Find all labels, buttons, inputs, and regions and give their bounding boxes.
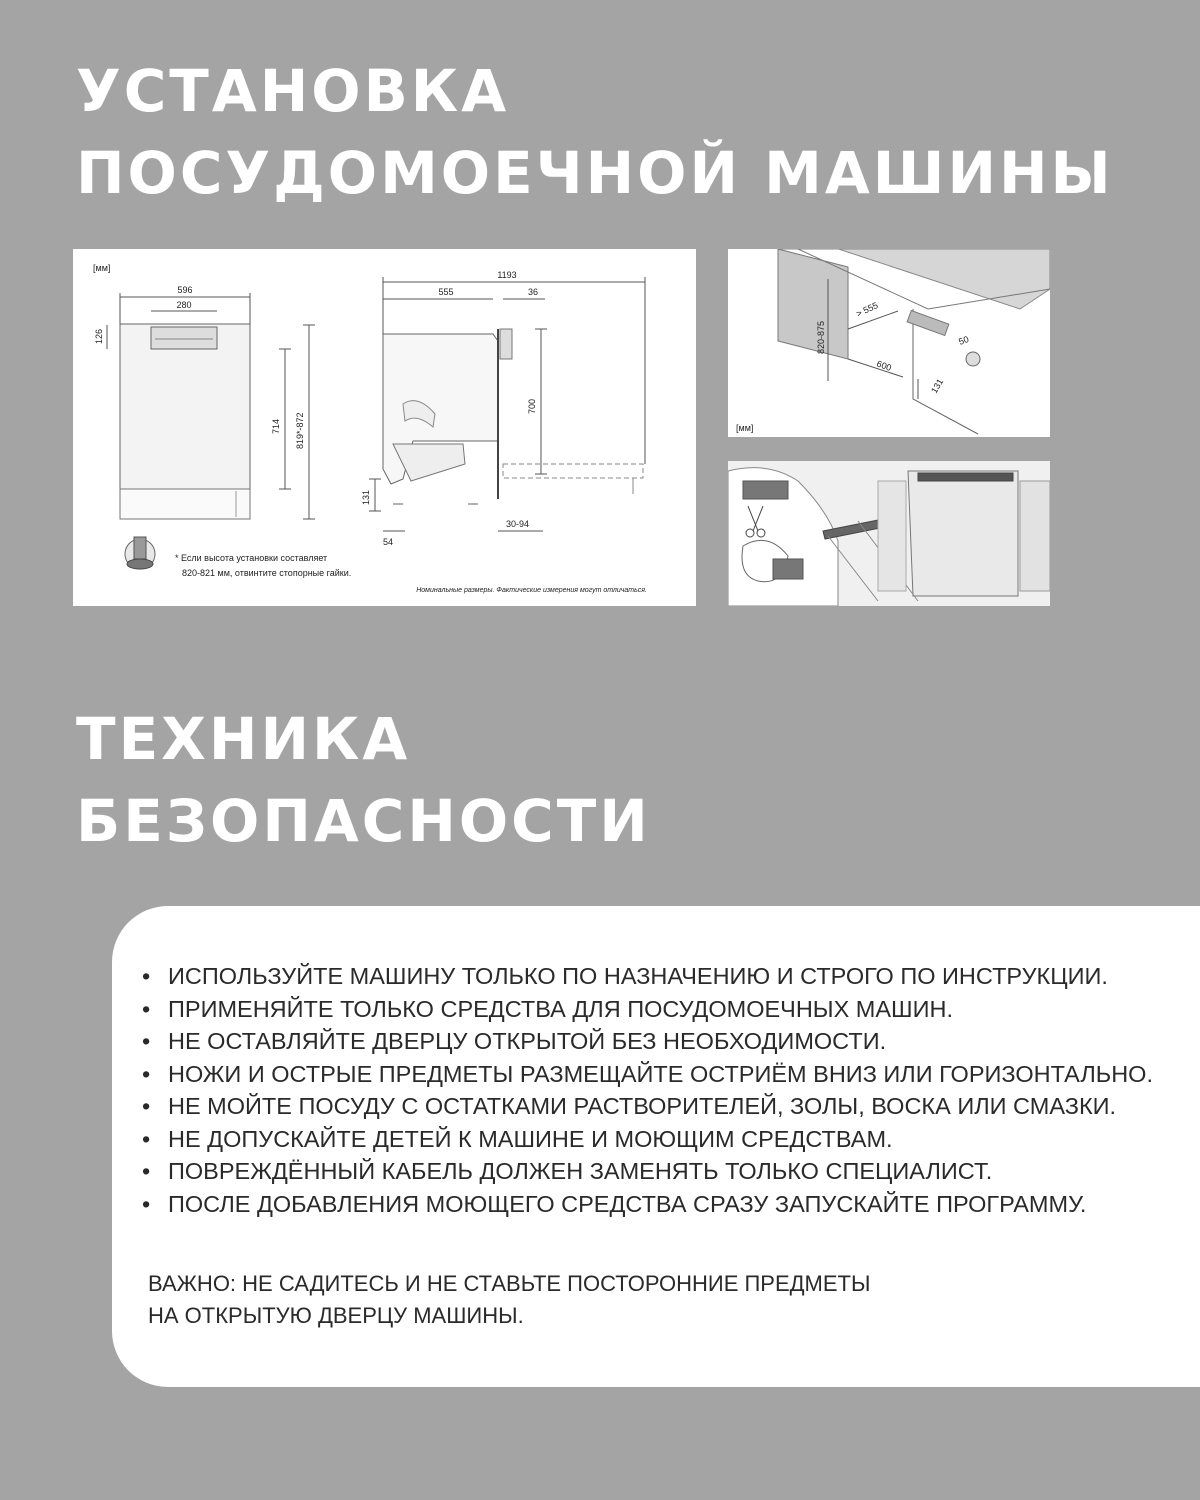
list-item — [142, 993, 1153, 1026]
dimensions-drawing — [73, 249, 696, 606]
footnote-line2: 820-821 мм, отвинтите стопорные гайки. — [182, 568, 352, 578]
panel-height-label: 126 — [94, 328, 104, 344]
rule-text: ПРИМЕНЯЙТЕ ТОЛЬКО СРЕДСТВА ДЛЯ ПОСУДОМОЕЧНЫХ МАШИН. — [168, 995, 953, 1022]
list-item — [142, 960, 1153, 993]
side-gap-label: 36 — [527, 287, 539, 297]
important-note-line1: ВАЖНО: НЕ САДИТЕСЬ И НЕ СТАВЬТЕ ПОСТОРОННИЕ ПРЕДМЕТЫ — [148, 1271, 871, 1296]
trim-drawing — [728, 461, 1050, 606]
unit-label: [мм] — [93, 263, 111, 273]
rule-text: ПОСЛЕ ДОБАВЛЕНИЯ МОЮЩЕГО СРЕДСТВА СРАЗУ ЗАПУСКАЙТЕ ПРОГРАММУ. — [168, 1190, 1087, 1217]
install-heading-line2: ПОСУДОМОЕЧНОЙ МАШИНЫ — [76, 139, 1114, 207]
niche-height-label: 820-875 — [816, 320, 826, 354]
install-heading — [76, 50, 1114, 214]
list-item — [142, 1090, 1153, 1123]
disclaimer: Номинальные размеры. Фактические измерения могут отличаться. — [416, 587, 647, 594]
side-height-label: 700 — [527, 398, 537, 414]
safety-heading-line2: БЕЗОПАСНОСТИ — [76, 787, 651, 855]
rule-text: ИСПОЛЬЗУЙТЕ МАШИНУ ТОЛЬКО ПО НАЗНАЧЕНИЮ И СТРОГО ПО ИНСТРУКЦИИ. — [168, 963, 1108, 989]
footnote-line1: * Если высота установки составляет — [175, 553, 328, 563]
install-heading-line1: УСТАНОВКА — [76, 57, 510, 125]
rule-text: НЕ МОЙТЕ ПОСУДУ С ОСТАТКАМИ РАСТВОРИТЕЛЕЙ, ЗОЛЫ, ВОСКА ИЛИ СМАЗКИ. — [168, 1093, 1117, 1119]
bullet-icon: • — [142, 1158, 151, 1184]
niche-diagram — [728, 249, 1050, 437]
bullet-icon: • — [142, 1093, 151, 1119]
safety-card — [112, 906, 1200, 1387]
bullet-icon: • — [142, 1060, 151, 1087]
list-item — [142, 1188, 1153, 1221]
safety-rules-list — [142, 960, 1153, 1220]
bullet-icon: • — [142, 1028, 151, 1054]
list-item — [142, 1155, 1153, 1188]
niche-opening-label: 50 — [957, 334, 971, 347]
rule-text: НЕ ОСТАВЛЯЙТЕ ДВЕРЦУ ОТКРЫТОЙ БЕЗ НЕОБХОДИМОСТИ. — [168, 1028, 887, 1054]
important-note — [148, 1268, 870, 1332]
list-item — [142, 1058, 1153, 1091]
rule-text: ПОВРЕЖДЁННЫЙ КАБЕЛЬ ДОЛЖЕН ЗАМЕНЯТЬ ТОЛЬКО СПЕЦИАЛИСТ. — [168, 1158, 993, 1184]
plinth-height-label: 131 — [361, 489, 371, 505]
bullet-icon: • — [142, 963, 151, 989]
foot-offset-label: 54 — [383, 537, 394, 547]
safety-heading — [76, 698, 651, 862]
bullet-icon: • — [142, 995, 151, 1022]
rule-text: НЕ ДОПУСКАЙТЕ ДЕТЕЙ К МАШИНЕ И МОЮЩИМ СРЕДСТВАМ. — [168, 1125, 893, 1152]
body-height-label: 714 — [271, 418, 281, 434]
side-depth-label: 555 — [438, 287, 454, 297]
total-height-label: 819*-872 — [295, 412, 305, 449]
panel-width-label: 280 — [176, 300, 192, 310]
niche-depth-label: > 555 — [854, 300, 880, 319]
important-note-line2: НА ОТКРЫТУЮ ДВЕРЦУ МАШИНЫ. — [148, 1303, 524, 1328]
niche-unit-label: [мм] — [736, 423, 754, 433]
trim-illustration — [728, 461, 1050, 606]
side-depth-total-label: 1193 — [497, 270, 517, 280]
list-item — [142, 1123, 1153, 1156]
bullet-icon: • — [142, 1190, 151, 1217]
list-item — [142, 1025, 1153, 1058]
niche-width-label: 600 — [875, 358, 893, 374]
rule-text: НОЖИ И ОСТРЫЕ ПРЕДМЕТЫ РАЗМЕЩАЙТЕ ОСТРИЁМ ВНИЗ ИЛИ ГОРИЗОНТАЛЬНО. — [168, 1060, 1153, 1087]
bullet-icon: • — [142, 1125, 151, 1152]
safety-heading-line1: ТЕХНИКА — [76, 705, 411, 773]
niche-plinth-label: 131 — [929, 376, 946, 395]
niche-drawing — [728, 249, 1050, 437]
dimensions-diagram — [73, 249, 696, 606]
front-width-label: 596 — [177, 285, 193, 295]
plinth-range-label: 30-94 — [506, 519, 530, 529]
